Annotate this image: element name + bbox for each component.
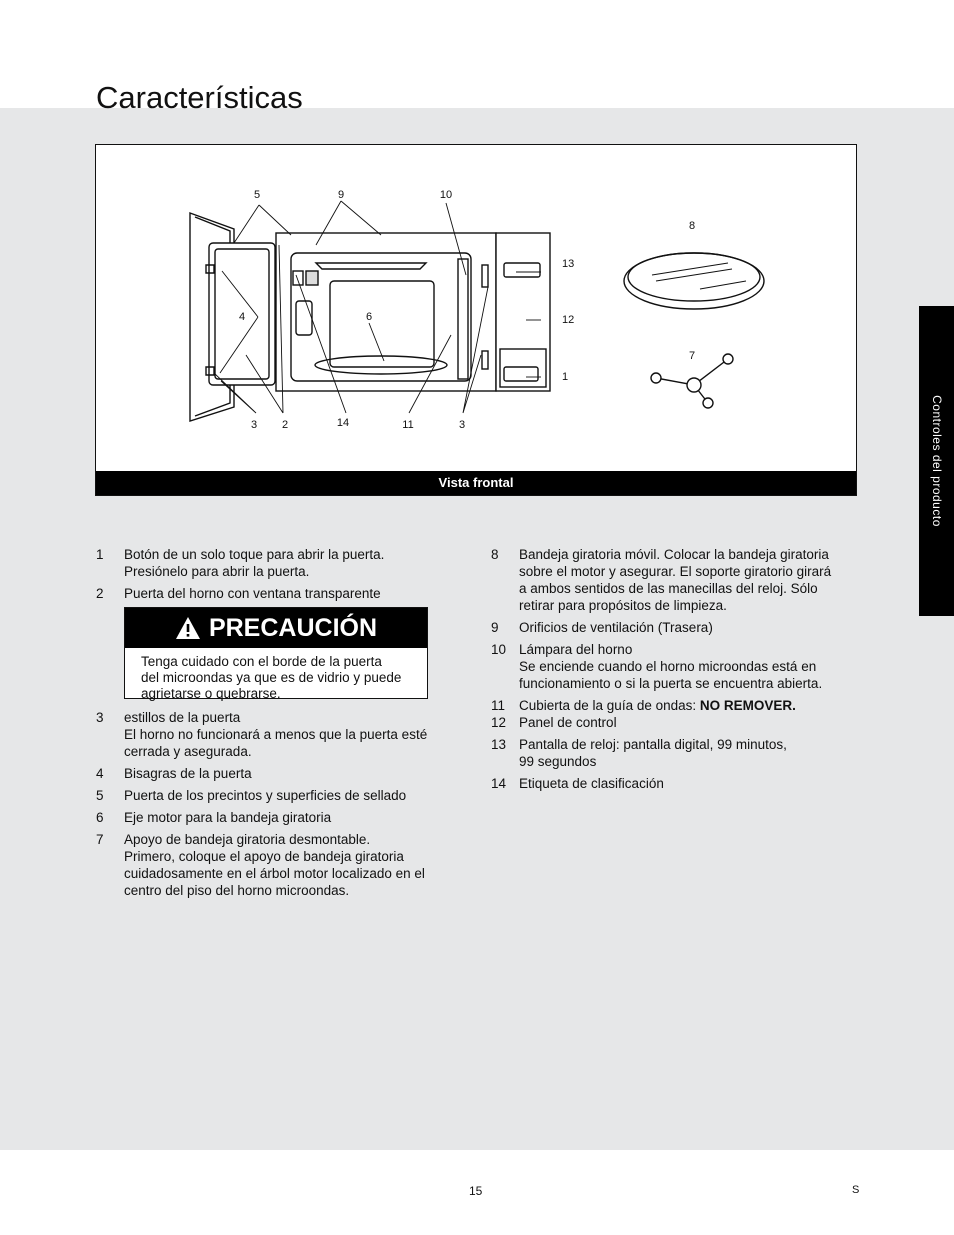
caution-box <box>124 607 428 699</box>
callout-8: 8 <box>688 220 696 232</box>
list-item: 12 Panel de control <box>491 715 617 730</box>
figure-caption: Vista frontal <box>96 471 856 495</box>
list-item: 2 Puerta del horno con ventana transparente <box>96 586 381 601</box>
list-item: 9 Orificios de ventilación (Trasera) <box>491 620 713 635</box>
section-side-tab <box>919 306 954 616</box>
callout-3-right: 3 <box>458 419 466 431</box>
list-item: 8 Bandeja giratoria móvil. Colocar la bandeja giratoria sobre el motor y asegurar. El soporte giratorio girará a ambos sentidos de las manecillas del reloj. Sólo retirar para propósitos de limpieza. <box>491 547 832 613</box>
warning-icon <box>175 616 201 640</box>
callout-13: 13 <box>562 258 575 270</box>
callout-4: 4 <box>238 311 246 323</box>
list-item: 5 Puerta de los precintos y superficies de sellado <box>96 788 407 803</box>
list-item: 10 Lámpara del horno Se enciende cuando el horno microondas está en funcionamiento o si la puerta se encuentra abierta. <box>491 642 823 691</box>
side-tab-label: Controles del producto <box>929 395 944 527</box>
list-item: 11 Cubierta de la guía de ondas: NO REMOVER. <box>491 698 796 713</box>
callout-5: 5 <box>253 189 261 201</box>
callout-9: 9 <box>337 189 345 201</box>
caution-title: PRECAUCIÓN <box>208 613 378 642</box>
caution-text: Tenga cuidado con el borde de la puerta del microondas ya que es de vidrio y puede agrietarse o quebrarse. <box>141 654 402 701</box>
microwave-diagram <box>96 145 858 475</box>
list-item: 6 Eje motor para la bandeja giratoria <box>96 810 332 825</box>
callout-7: 7 <box>688 350 696 362</box>
list-item: 14 Etiqueta de clasificación <box>491 776 664 791</box>
list-item: 4 Bisagras de la puerta <box>96 766 252 781</box>
left-column <box>96 546 456 904</box>
page-letter: S <box>852 1184 860 1196</box>
figure-frontal-view <box>95 144 857 496</box>
right-column <box>491 546 861 797</box>
callout-1: 1 <box>562 371 569 383</box>
callout-14: 14 <box>336 417 350 429</box>
page-title: Características <box>96 80 303 115</box>
list-item: 3 estillos de la puerta El horno no funcionará a menos que la puerta esté cerrada y asegurada. <box>96 710 428 759</box>
callout-3-left: 3 <box>250 419 258 431</box>
list-item: 1 Botón de un solo toque para abrir la puerta. Presiónelo para abrir la puerta. <box>96 547 385 579</box>
callout-11: 11 <box>402 419 414 431</box>
list-item: 13 Pantalla de reloj: pantalla digital, 99 minutos, 99 segundos <box>491 737 787 769</box>
callout-6: 6 <box>365 311 373 323</box>
list-item: 7 Apoyo de bandeja giratoria desmontable. Primero, coloque el apoyo de bandeja giratoria cuidadosamente en el árbol motor localizado en el centro del piso del horno microondas. <box>96 832 425 898</box>
page-number: 15 <box>469 1184 483 1198</box>
caution-header <box>125 608 427 648</box>
callout-12: 12 <box>562 314 575 326</box>
callout-10: 10 <box>439 189 453 201</box>
callout-2: 2 <box>281 419 289 431</box>
